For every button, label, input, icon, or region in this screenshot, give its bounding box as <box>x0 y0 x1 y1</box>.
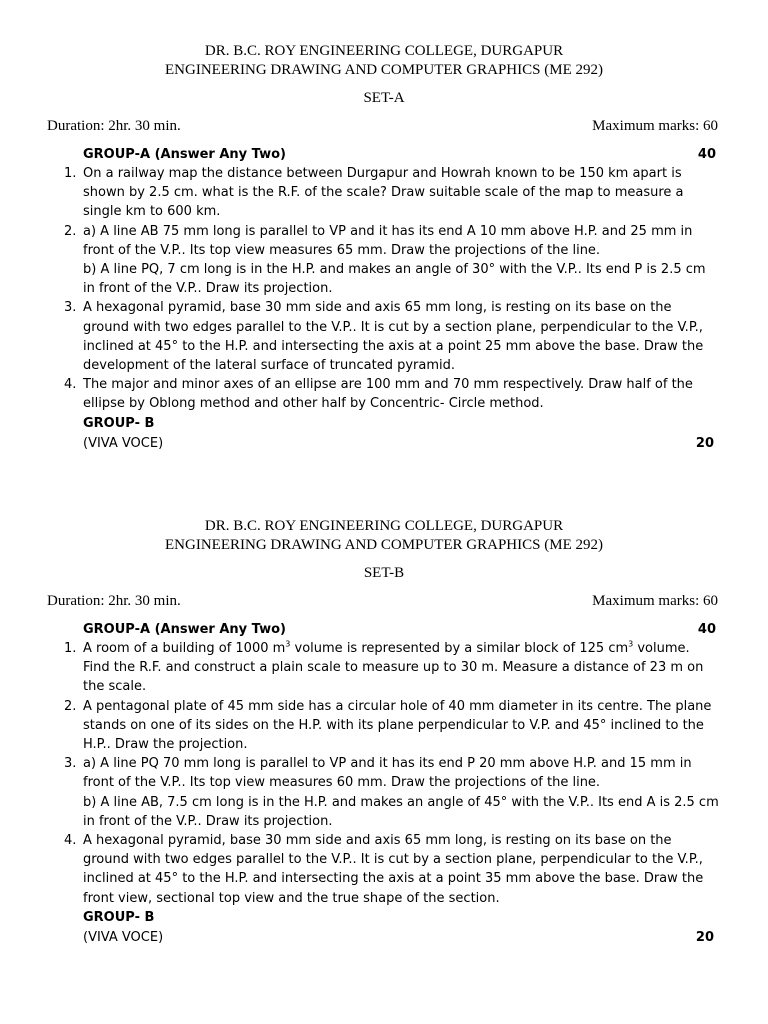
question-number: 1. <box>64 166 77 181</box>
duration: Duration: 2hr. 30 min. <box>47 118 181 134</box>
question-item <box>0 298 768 375</box>
group-b-row <box>83 434 714 453</box>
group-a-heading <box>83 620 716 639</box>
question-text: A room of a building of 1000 $m^3$ volume is represented by a similar block of 125 $cm^3$ volume. Find the R.F. and construct a plain scale to measure up to 30 m. Measure a distance of 23 m on the scale. <box>83 639 704 695</box>
max-marks: Maximum marks: 60 <box>592 118 718 134</box>
group-a-title: GROUP-A (Answer Any Two) <box>83 147 286 162</box>
question-item <box>0 375 768 413</box>
question-number: 2. <box>64 698 77 714</box>
question-number: 4. <box>64 377 77 393</box>
course-title: ENGINEERING DRAWING AND COMPUTER GRAPHICS (ME 292) <box>165 62 603 78</box>
viva-voce: (VIVA VOCE) <box>83 435 164 451</box>
question-number: 3. <box>64 756 77 772</box>
question-text: a) A line AB 75 mm long is parallel to VP and it has its end A 10 mm above H.P. and 25 mm in front of the V.P.. Its top view measures 65 mm. Draw the projections of the line. <box>83 223 693 258</box>
question-list <box>0 164 768 414</box>
question-number: 3. <box>64 300 77 316</box>
group-a-marks: 40 <box>697 622 716 637</box>
group-b-marks: 20 <box>695 435 714 451</box>
max-marks: Maximum marks: 60 <box>592 593 718 609</box>
group-a-title: GROUP-A (Answer Any Two) <box>83 622 286 637</box>
group-b-row <box>83 928 714 947</box>
group-b-marks: 20 <box>695 929 714 945</box>
question-text: b) A line PQ, 7 cm long is in the H.P. and makes an angle of 30° with the V.P.. Its end P is 2.5 cm in front of the V.P.. Draw its projection. <box>83 262 706 297</box>
question-number: 2. <box>64 223 77 239</box>
question-number: 1. <box>64 641 77 656</box>
duration: Duration: 2hr. 30 min. <box>47 593 181 609</box>
question-text: A hexagonal pyramid, base 30 mm side and axis 65 mm long, is resting on its base on the ground with two edges parallel to the V.P.. It is cut by a section plane, perpendicular to the V.P., inclined at 45° to the H.P. and intersecting the axis at a point 25 mm above the base. Draw the development of the lateral surface of truncated pyramid. <box>83 300 704 374</box>
group-b-title: GROUP- B <box>83 415 155 431</box>
viva-voce: (VIVA VOCE) <box>83 929 164 945</box>
question-set-b <box>0 517 768 947</box>
question-item <box>0 754 768 831</box>
college-name: DR. B.C. ROY ENGINEERING COLLEGE, DURGAPUR <box>204 43 564 59</box>
group-b-title: GROUP- B <box>83 909 155 925</box>
question-text: A hexagonal pyramid, base 30 mm side and axis 65 mm long, is resting on its base on the ground with two edges parallel to the V.P.. It is cut by a section plane, perpendicular to the V.P., inclined at 45° to the H.P. and intersecting the axis at a point 35 mm above the base. Draw the front view, sectional top view and the true shape of the section. <box>83 833 704 906</box>
course-title: ENGINEERING DRAWING AND COMPUTER GRAPHICS (ME 292) <box>165 537 603 553</box>
question-text: A pentagonal plate of 45 mm side has a circular hole of 40 mm diameter in its centre. The plane stands on one of its sides on the H.P. with its plane perpendicular to V.P. and 45° inclined to the H.P.. Draw the projection. <box>83 698 712 753</box>
question-item <box>0 164 768 222</box>
question-item <box>0 697 768 755</box>
question-text: On a railway map the distance between Durgapur and Howrah known to be 150 km apart is shown by 2.5 cm. what is the R.F. of the scale? Draw suitable scale of the map to measure a single km to 600 km. <box>83 166 684 220</box>
exam-info-row <box>47 592 718 611</box>
group-a-heading <box>83 145 716 164</box>
question-text: The major and minor axes of an ellipse are 100 mm and 70 mm respectively. Draw half of the ellipse by Oblong method and other half by Concentric- Circle method. <box>83 377 693 412</box>
group-a-marks: 40 <box>697 147 716 162</box>
exam-info-row <box>47 117 718 136</box>
question-list <box>0 639 768 908</box>
college-name: DR. B.C. ROY ENGINEERING COLLEGE, DURGAPUR <box>204 518 564 534</box>
question-text: a) A line PQ 70 mm long is parallel to VP and it has its end P 20 mm above H.P. and 15 mm in front of the V.P.. Its top view measures 60 mm. Draw the projections of the line. <box>83 756 692 791</box>
set-label: SET-B <box>363 565 405 581</box>
question-number: 4. <box>64 833 77 849</box>
question-item <box>0 639 768 697</box>
set-label: SET-A <box>363 90 405 106</box>
question-text: b) A line AB, 7.5 cm long is in the H.P. and makes an angle of 45° with the V.P.. Its end A is 2.5 cm in front of the V.P.. Draw its projection. <box>83 794 719 829</box>
question-set-a <box>0 42 768 453</box>
question-item <box>0 831 768 908</box>
question-item <box>0 222 768 299</box>
